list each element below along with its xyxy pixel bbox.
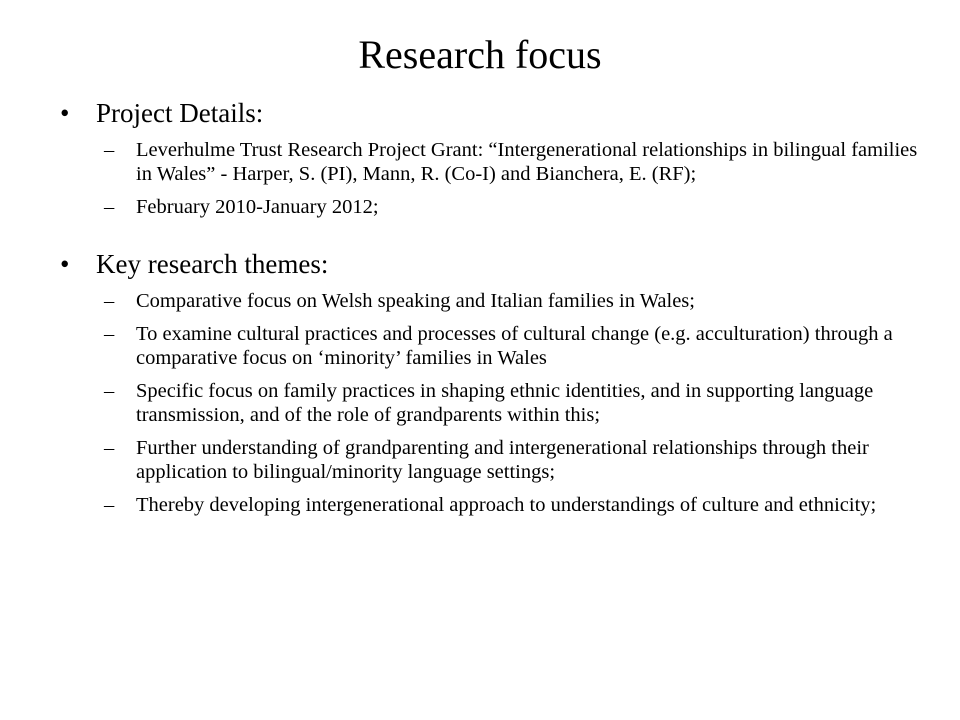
dash-icon: – — [104, 139, 115, 161]
list-item-text: To examine cultural practices and processes of cultural change (e.g. acculturation) through a comparative focus on ‘minority’ families in Wales — [136, 323, 893, 369]
section-key-research-themes — [60, 247, 920, 517]
dash-icon: – — [104, 437, 115, 459]
bullet-heading-label: Key research themes: — [96, 249, 329, 279]
list-item-text: February 2010-January 2012; — [136, 196, 379, 218]
dash-icon: – — [104, 380, 115, 402]
list-item-text: Leverhulme Trust Research Project Grant: “Intergenerational relationships in bilingual families in Wales” - Harper, S. (PI), Mann, R. (Co-I) and Bianchera, E. (RF); — [136, 139, 918, 185]
list-item — [60, 436, 920, 484]
section-project-details — [60, 96, 920, 219]
slide-title: Research focus — [358, 32, 602, 77]
bullet-heading — [60, 96, 920, 130]
list-item — [60, 138, 920, 186]
slide-content — [60, 96, 920, 526]
list-item — [60, 195, 920, 219]
list-item-text: Comparative focus on Welsh speaking and Italian families in Wales; — [136, 290, 695, 312]
dash-icon: – — [104, 196, 115, 218]
list-item-text: Further understanding of grandparenting and intergenerational relationships through their application to bilingual/minority language settings; — [136, 437, 869, 483]
bullet-icon: • — [60, 249, 70, 279]
dash-icon: – — [104, 290, 115, 312]
list-item — [60, 379, 920, 427]
bullet-icon: • — [60, 98, 70, 128]
list-item — [60, 289, 920, 313]
list-item-text: Specific focus on family practices in shaping ethnic identities, and in supporting language transmission, and of the role of grandparents within this; — [136, 380, 874, 426]
sub-list — [60, 138, 920, 219]
list-item — [60, 322, 920, 370]
sub-list — [60, 289, 920, 517]
list-item-text: Thereby developing intergenerational approach to understandings of culture and ethnicity; — [136, 494, 877, 516]
list-item — [60, 493, 920, 517]
dash-icon: – — [104, 323, 115, 345]
bullet-heading-label: Project Details: — [96, 98, 264, 128]
bullet-heading — [60, 247, 920, 281]
dash-icon: – — [104, 494, 115, 516]
